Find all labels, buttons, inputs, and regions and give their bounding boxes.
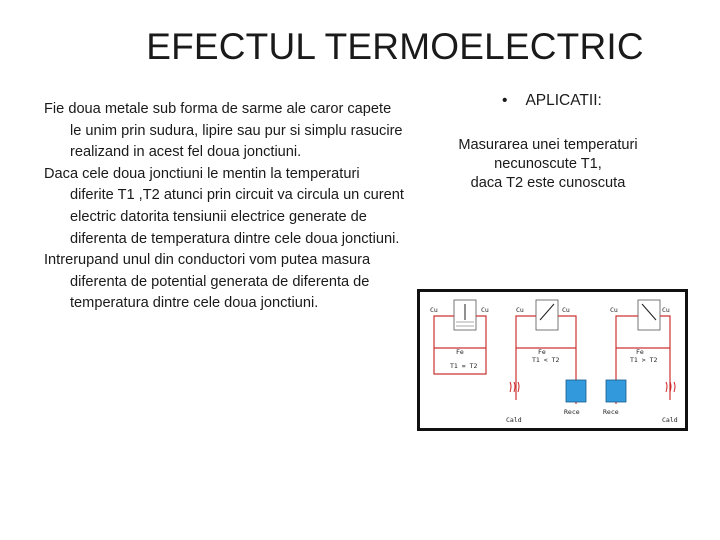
left-text-block (44, 99, 404, 315)
thermocouple-svg (420, 292, 685, 428)
needle-2 (540, 304, 554, 320)
gt-label: T1 > T2 (630, 356, 658, 364)
panel-greater (603, 300, 678, 424)
flame-icon-left (510, 382, 519, 392)
panel-equal (430, 300, 489, 374)
fe-label-1: Fe (456, 348, 464, 356)
panel-less (506, 300, 586, 424)
cu-label-1a: Cu (430, 306, 438, 314)
flame-icon-right (666, 382, 675, 392)
cu-label-2b: Cu (562, 306, 570, 314)
application-line-3: daca T2 este cunoscuta (470, 175, 626, 191)
cold-bath-left (566, 380, 586, 402)
bullet-icon: • (502, 92, 508, 109)
eq-label: T1 = T2 (450, 362, 478, 370)
meter-3 (638, 300, 660, 330)
application-line-2: necunoscute T1, (494, 156, 602, 172)
meter-2 (536, 300, 558, 330)
cu-label-1b: Cu (481, 306, 489, 314)
cu-label-3b: Cu (662, 306, 670, 314)
rece-label-right: Rece (603, 408, 619, 416)
slide-title: EFECTUL TERMOELECTRIC (146, 26, 644, 67)
cald-label-left: Cald (506, 416, 522, 424)
cold-bath-right (606, 380, 626, 402)
paragraph-3: Intrerupand unul din conductori vom putea masura diferenta de potential generata de diferenta de temperatura dintre cele doua jonctiuni. (44, 252, 371, 312)
applications-text (428, 136, 668, 193)
thermocouple-diagram (417, 289, 688, 431)
cald-label-right: Cald (662, 416, 678, 424)
fe-label-3: Fe (636, 348, 644, 356)
fe-label-2: Fe (538, 348, 546, 356)
rece-label-left: Rece (564, 408, 580, 416)
application-line-1: Masurarea unei temperaturi (458, 137, 638, 153)
cu-label-2a: Cu (516, 306, 524, 314)
paragraph-2: Daca cele doua jonctiuni le mentin la temperaturi diferite T1 ,T2 atunci prin circuit va circula un curent electric datorita tensiunii electrice generate de diferenta de temperatura dintre cele doua jonctiuni. (44, 165, 404, 247)
paragraph-1: Fie doua metale sub forma de sarme ale caror capete le unim prin sudura, lipire sau pur si simplu rasucire realizand in acest fel doua jonctiuni. (44, 101, 403, 161)
applications-heading (502, 92, 602, 110)
applications-label: APLICATII: (525, 92, 602, 109)
lt-label: T1 < T2 (532, 356, 560, 364)
cu-label-3a: Cu (610, 306, 618, 314)
needle-3 (642, 304, 656, 320)
